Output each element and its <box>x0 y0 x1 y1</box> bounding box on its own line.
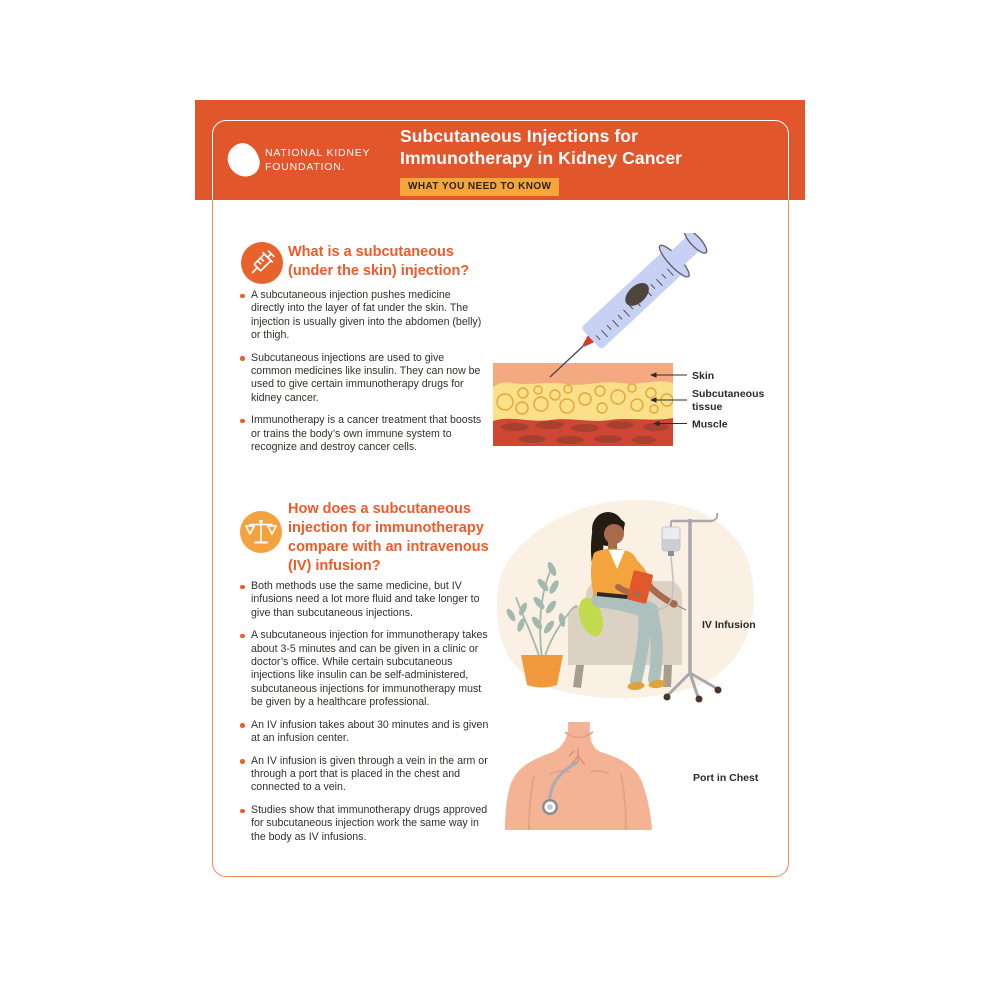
bullet-dot <box>240 723 245 728</box>
balance-scale-icon <box>240 511 282 553</box>
logo-line1: NATIONAL KIDNEY <box>265 147 371 159</box>
bullet-text: A subcutaneous injection for immunotherapy takes about 3-5 minutes and can be given in a clinic or doctor’s office. While certain subcutaneous injections like insulin can be self-administered, subcutaneous injections for immunotherapy must be given by a healthcare professional. <box>251 629 488 708</box>
label-muscle: Muscle <box>692 418 728 431</box>
label-iv-infusion: IV Infusion <box>702 619 756 631</box>
bullet-dot <box>240 294 245 299</box>
title-line2: Immunotherapy in Kidney Cancer <box>400 148 683 168</box>
port-in-chest-illustration <box>490 710 790 832</box>
bullet-text: Subcutaneous injections are used to give common medicines like insulin. They can now be used to give certain immunotherapy drugs for kidney cancer. <box>251 351 481 404</box>
bullet-text: Studies show that immunotherapy drugs approved for subcutaneous injection work the same way in the body as IV infusions. <box>251 804 488 843</box>
skin-cross-section <box>493 363 673 446</box>
section2-bullet-list <box>240 580 489 854</box>
plant-pot <box>521 655 563 688</box>
nkf-logo-text <box>265 147 370 174</box>
label-tissue: tissue <box>692 401 723 413</box>
section1-icon-circle <box>241 242 283 284</box>
syringe-icon <box>241 242 283 284</box>
bullet-text: Immunotherapy is a cancer treatment that boosts or trains the body’s own immune system to recognize and destroy cancer cells. <box>251 414 482 453</box>
bullet-item <box>240 352 487 405</box>
bullet-dot <box>240 809 245 814</box>
bullet-text: An IV infusion takes about 30 minutes and is given at an infusion center. <box>251 718 489 744</box>
bullet-dot <box>240 585 245 590</box>
section2-heading: How does a subcutaneous injection for immunotherapy compare with an intravenous (IV) infusion? <box>288 501 489 574</box>
what-you-need-to-know-badge: WHAT YOU NEED TO KNOW <box>400 178 559 196</box>
section2-icon-circle <box>240 511 282 553</box>
title-line1: Subcutaneous Injections for <box>400 126 639 146</box>
iv-infusion-illustration <box>490 497 790 707</box>
bullet-text: Both methods use the same medicine, but IV infusions need a lot more fluid and take longer to give than subcutaneous injections. <box>251 580 480 619</box>
label-skin: Skin <box>692 370 715 382</box>
section1-bullet-list <box>240 289 487 464</box>
bullet-dot <box>240 356 245 361</box>
bullet-item <box>240 719 489 746</box>
bullet-item <box>240 414 487 454</box>
port-device <box>542 799 558 815</box>
bullet-item <box>240 755 489 795</box>
bullet-dot <box>240 759 245 764</box>
bullet-text: An IV infusion is given through a vein in the arm or through a port that is placed in the chest and connected to a vein. <box>251 754 488 794</box>
bullet-item <box>240 804 489 844</box>
bullet-dot <box>240 634 245 639</box>
logo-line2: FOUNDATION. <box>265 160 346 173</box>
bullet-item <box>240 629 489 709</box>
bullet-item <box>240 580 489 620</box>
label-subcutaneous: Subcutaneous <box>692 388 765 400</box>
skin-injection-illustration <box>490 233 790 451</box>
bullet-text: A subcutaneous injection pushes medicine directly into the layer of fat under the skin. The injection is usually given into the abdomen (belly) or thigh. <box>251 289 482 341</box>
page-title <box>400 125 682 169</box>
bullet-dot <box>240 419 245 424</box>
label-port-in-chest: Port in Chest <box>693 772 759 784</box>
bullet-item <box>240 289 487 342</box>
section1-heading: What is a subcutaneous (under the skin) injection? <box>288 244 470 279</box>
face <box>604 524 624 544</box>
